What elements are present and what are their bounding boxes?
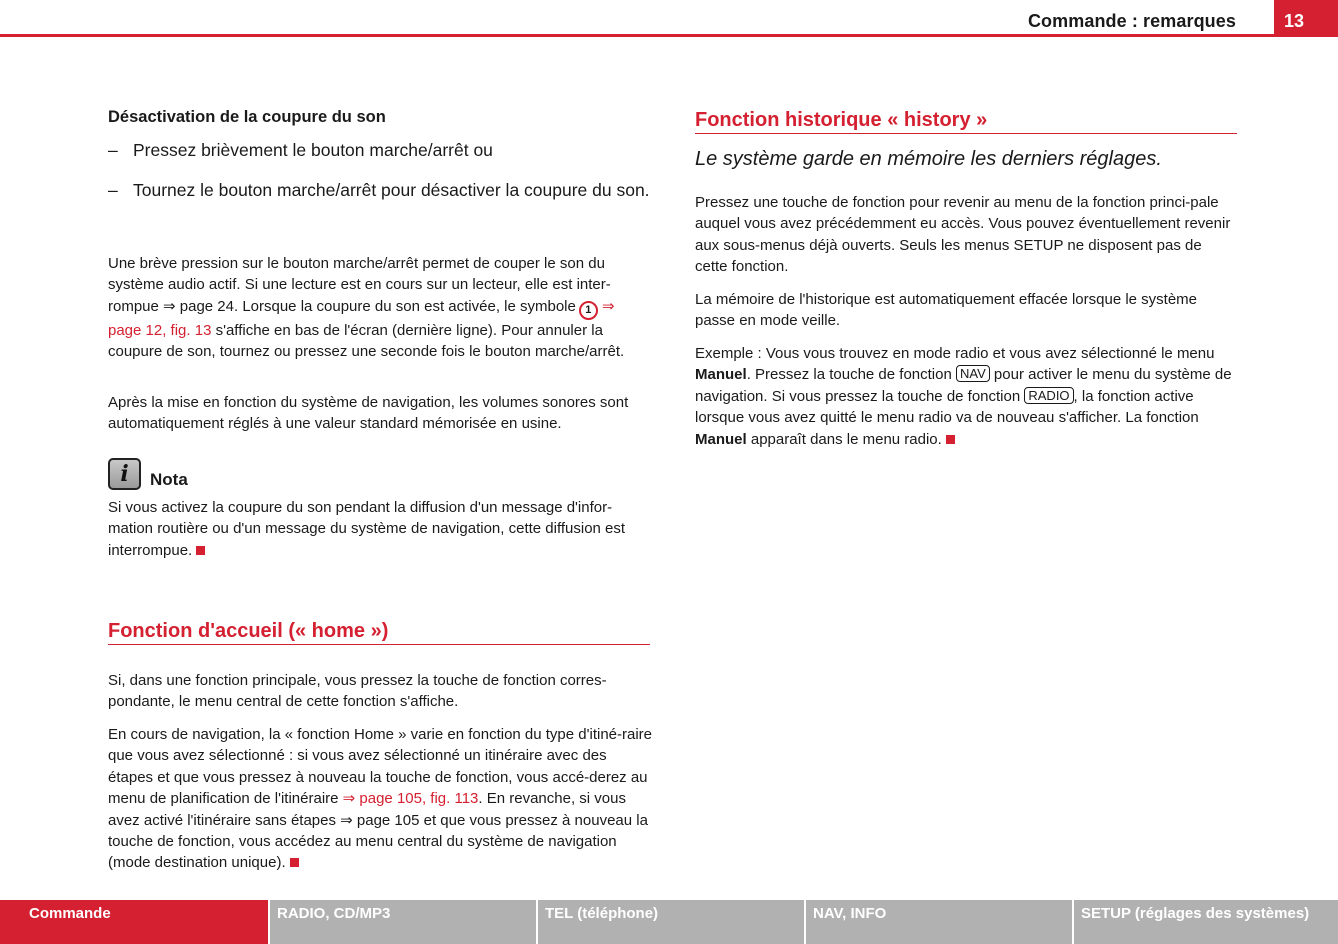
paragraph-text: . Pressez la touche de fonction bbox=[746, 366, 956, 384]
info-icon: i bbox=[108, 458, 141, 490]
step-text: Tournez le bouton marche/arrêt pour désactiver la coupure du son. bbox=[133, 180, 650, 200]
note-label: Nota bbox=[150, 470, 188, 489]
page-12-link[interactable]: ⇒ page 12, fig. 13 bbox=[108, 297, 615, 339]
paragraph-text: . En revanche, si vous avez activé l'itinéraire sans étapes ⇒ page 105 et que vous pressez à nouveau la touche de fonction, vous accédez au menu central du système de navigation (mode destination unique). bbox=[108, 790, 648, 872]
history-paragraph-3 bbox=[695, 343, 1237, 450]
menu-name-manuel: Manuel bbox=[695, 430, 747, 448]
step-item bbox=[108, 178, 652, 202]
paragraph-text: En cours de navigation, la « fonction Home » varie en fonction du type d'itiné-raire que vous avez sélectionné : si vous avez sélectionné un itinéraire avec des étapes et que vous pressez à nouveau la touche de fonction, vous accé-derez au menu de planification de l'itinéraire bbox=[108, 726, 653, 808]
symbol-1-icon: 1 bbox=[579, 301, 598, 320]
mute-off-heading: Désactivation de la coupure du son bbox=[108, 108, 386, 126]
history-paragraph-2: La mémoire de l'historique est automatiquement effacée lorsque le système passe en mode veille. bbox=[695, 291, 1198, 330]
tab-setup[interactable]: SETUP (réglages des systèmes) bbox=[1072, 900, 1338, 944]
paragraph-text: s'affiche en bas de l'écran (dernière ligne). Pour annuler la coupure de son, tournez ou pressez une seconde fois le bouton marche/arrêt. bbox=[108, 321, 625, 361]
end-marker-icon bbox=[290, 858, 299, 867]
page-number-badge bbox=[1274, 0, 1338, 36]
paragraph-text: , la fonction active lorsque vous avez quitté le menu radio va de nouveau s'afficher. La fonction bbox=[695, 387, 1199, 427]
tab-tel[interactable]: TEL (téléphone) bbox=[536, 900, 804, 944]
home-paragraph-2 bbox=[108, 724, 652, 874]
paragraph-text: pour activer le menu du système de navigation. Si vous pressez la touche de fonction bbox=[695, 366, 1232, 405]
chapter-tabs bbox=[0, 900, 1338, 944]
step-dash: – bbox=[108, 140, 118, 160]
page-number: 13 bbox=[1284, 11, 1305, 31]
note-text bbox=[108, 497, 652, 561]
page-105-link[interactable]: ⇒ page 105, fig. 113 bbox=[342, 790, 479, 808]
tab-commande[interactable]: Commande bbox=[0, 900, 268, 944]
mute-paragraph-1 bbox=[108, 253, 652, 363]
step-item bbox=[108, 138, 652, 162]
paragraph-text: Si vous activez la coupure du son pendant la diffusion d'un message d'infor-mation routière ou d'un message du système de navigation, cette diffusion est interrompue. bbox=[108, 499, 626, 559]
nav-key: NAV bbox=[956, 365, 990, 382]
mute-paragraph-2: Après la mise en fonction du système de navigation, les volumes sonores sont automatiquement réglés à une valeur standard mémorisée en usine. bbox=[108, 394, 629, 433]
page-header-title: Commande : remarques bbox=[1027, 11, 1236, 31]
step-dash: – bbox=[108, 180, 118, 200]
paragraph-text: Exemple : Vous vous trouvez en mode radio et vous avez sélectionné le menu bbox=[695, 345, 1215, 362]
paragraph-text: Une brève pression sur le bouton marche/arrêt permet de couper le son du système audio actif. Si une lecture est en cours sur un lecteur, elle est inter-rompue ⇒ page 24. Lorsque la coupure du son est activée, le symbole bbox=[108, 255, 611, 315]
header-rule bbox=[0, 34, 1338, 37]
tab-nav-info[interactable]: NAV, INFO bbox=[804, 900, 1072, 944]
paragraph-text: apparaît dans le menu radio. bbox=[746, 430, 942, 448]
history-paragraph-1: Pressez une touche de fonction pour revenir au menu de la fonction princi-pale auquel vous avez précédemment eu accès. Vous pouvez éventuellement revenir aux sous-menus déjà ouverts. Seuls les menus SETUP ne disposent pas de cette fonction. bbox=[695, 194, 1231, 276]
step-text: Pressez brièvement le bouton marche/arrêt ou bbox=[133, 140, 493, 160]
end-marker-icon bbox=[196, 546, 205, 555]
history-intro: Le système garde en mémoire les derniers réglages. bbox=[695, 148, 1162, 170]
history-section-heading: Fonction historique « history » bbox=[695, 109, 1237, 134]
radio-key: RADIO bbox=[1024, 387, 1073, 404]
home-section-heading: Fonction d'accueil (« home ») bbox=[108, 620, 650, 645]
home-paragraph-1: Si, dans une fonction principale, vous pressez la touche de fonction corres-pondante, le menu central de cette fonction s'affiche. bbox=[108, 672, 607, 711]
menu-name-manuel: Manuel bbox=[695, 366, 747, 384]
end-marker-icon bbox=[946, 435, 955, 444]
tab-radio-cd-mp3[interactable]: RADIO, CD/MP3 bbox=[268, 900, 536, 944]
